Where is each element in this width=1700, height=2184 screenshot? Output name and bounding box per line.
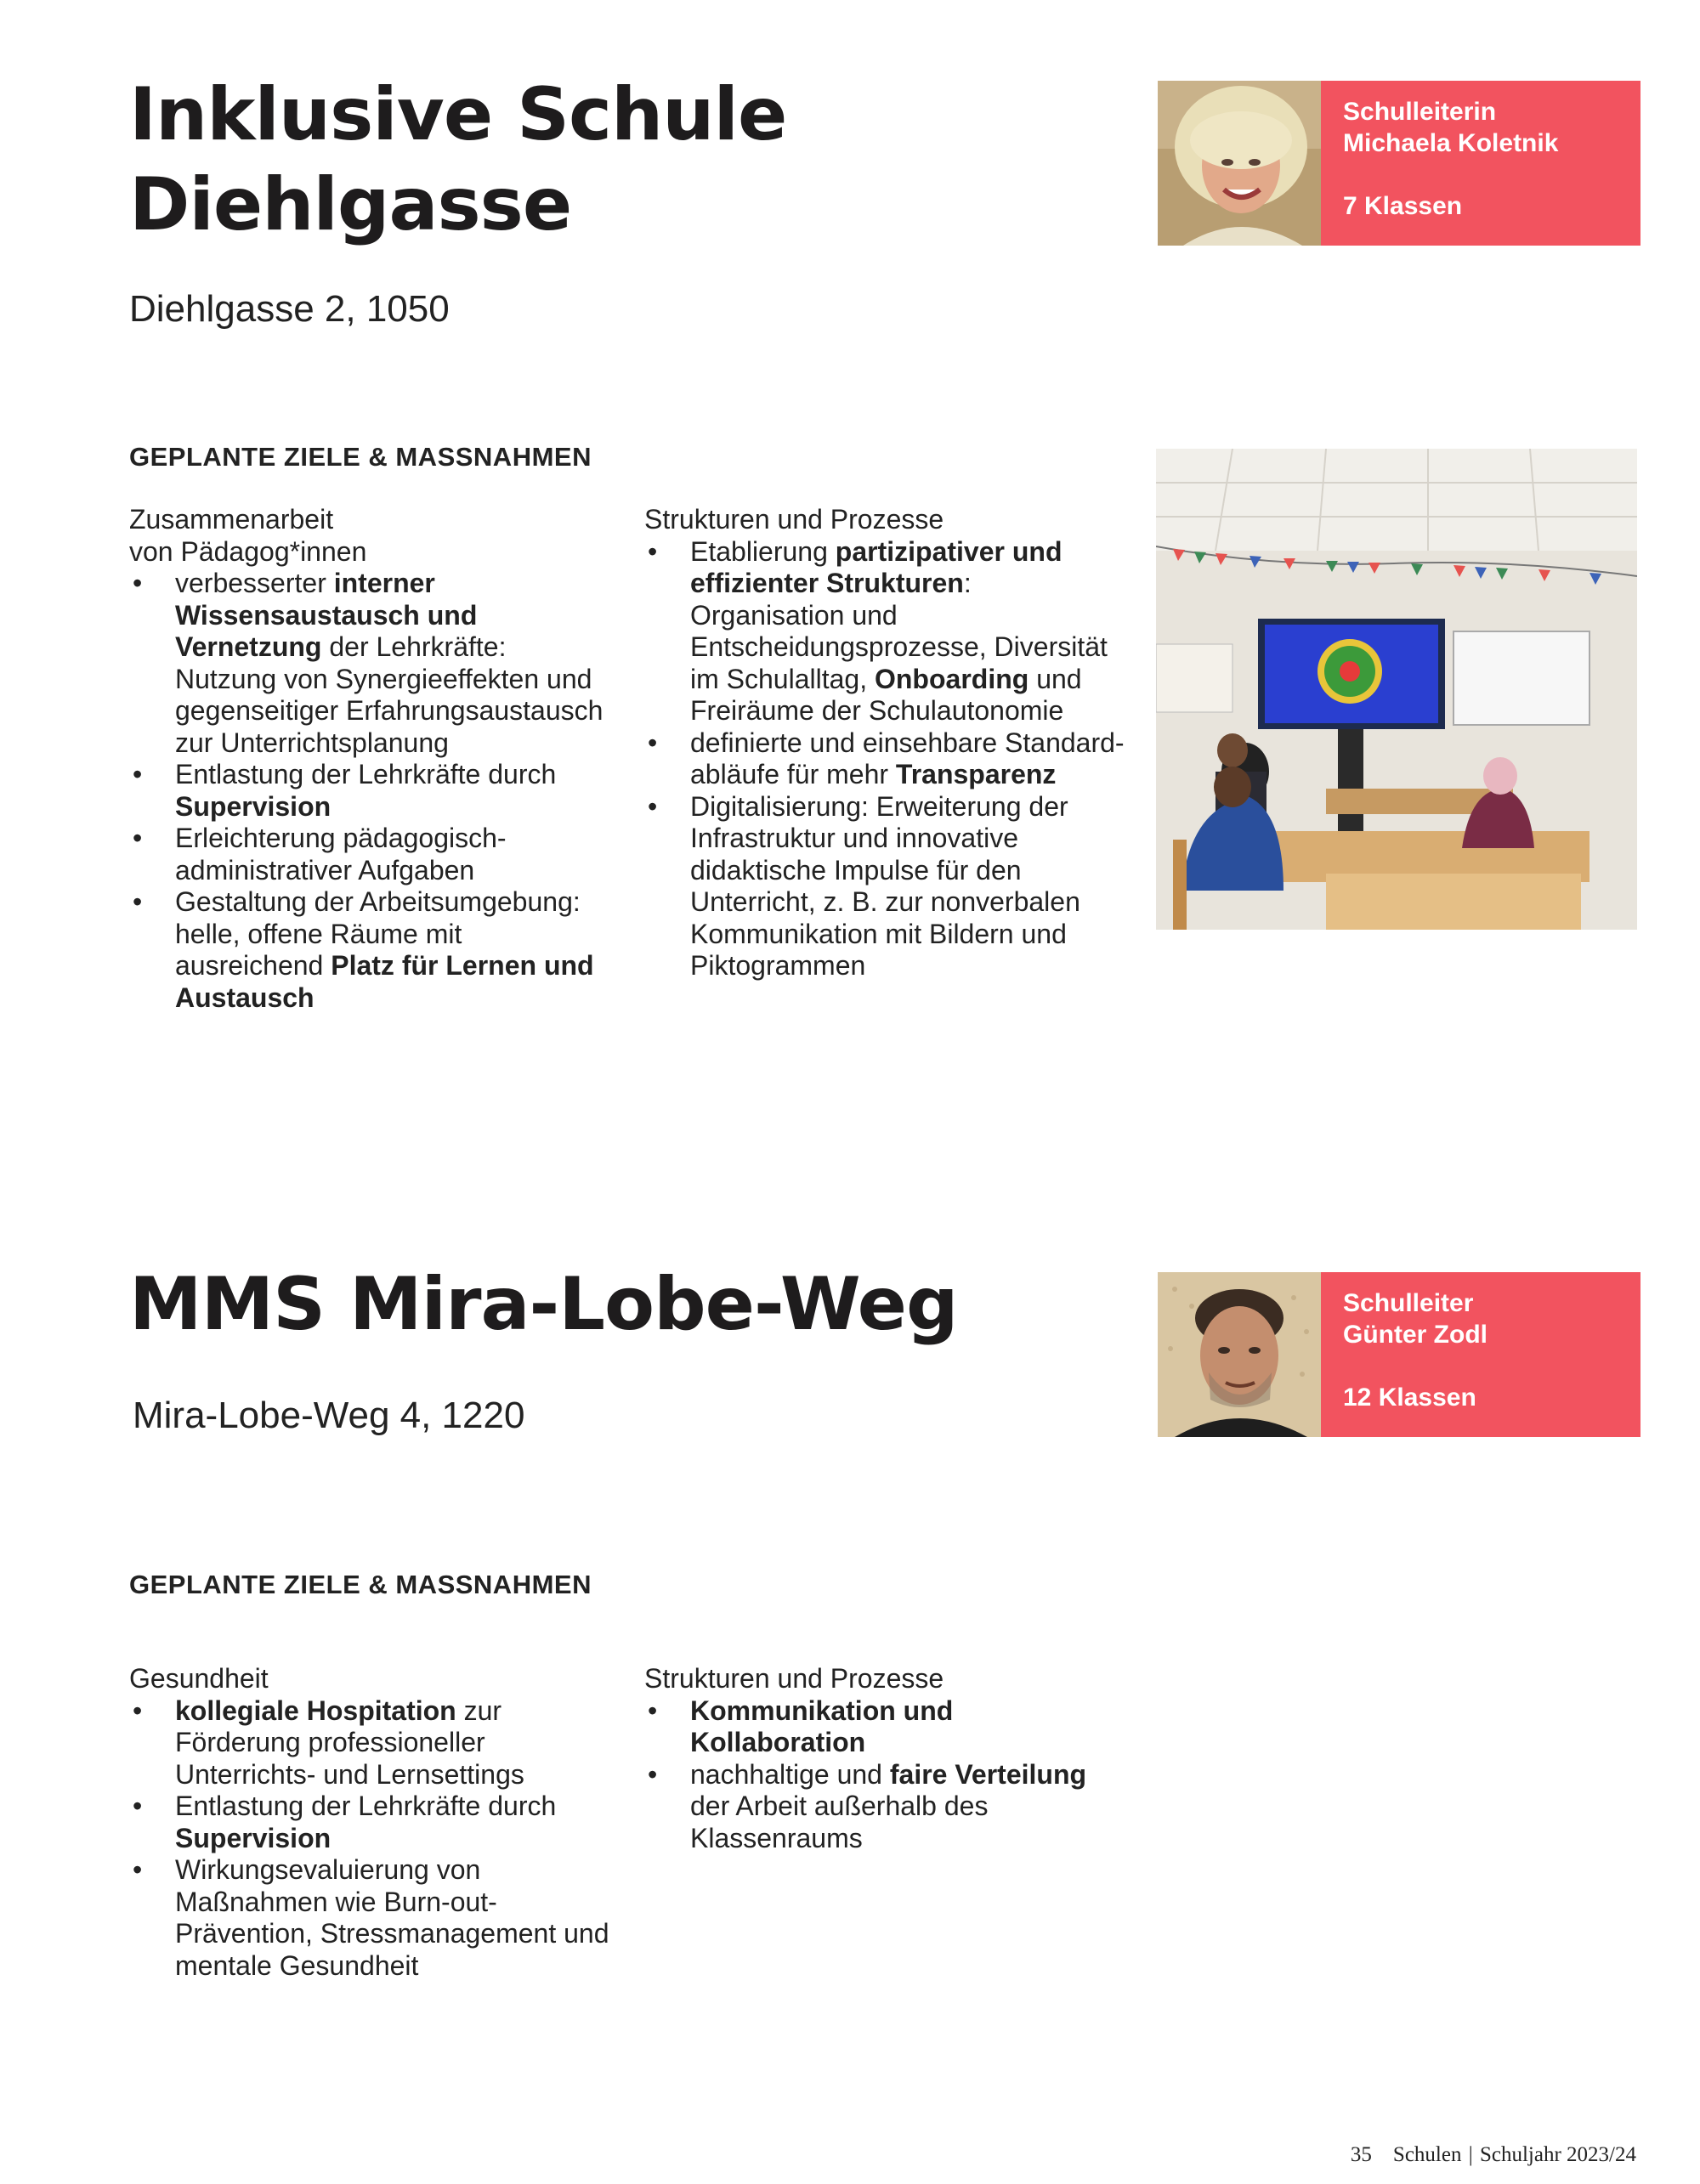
portrait-man-image bbox=[1158, 1272, 1321, 1437]
portrait-woman-image bbox=[1158, 81, 1321, 246]
school-2-head-name: Günter Zodl bbox=[1343, 1321, 1488, 1349]
list-item bbox=[129, 1854, 614, 1982]
school-1-left-column bbox=[129, 504, 614, 1014]
list-item-bold-text: Onboarding bbox=[874, 663, 1029, 694]
bullet-icon: • bbox=[133, 1854, 143, 1885]
list-item-text: der Arbeit außerhalb des Klassenraums bbox=[690, 1791, 989, 1853]
school-1-title-line-2: Diehlgasse bbox=[129, 162, 572, 247]
school-1-classroom-photo bbox=[1156, 449, 1637, 930]
list-item-bold-text: Kommunikation und Kollaboration bbox=[690, 1695, 954, 1757]
list-item-text: verbesserter bbox=[175, 568, 334, 598]
bullet-icon: • bbox=[133, 759, 143, 789]
column-title bbox=[644, 504, 1133, 536]
bullet-list bbox=[129, 1695, 614, 1983]
classroom-image bbox=[1156, 449, 1637, 930]
school-2-left-column bbox=[129, 1663, 614, 1982]
bullet-icon: • bbox=[648, 535, 658, 567]
school-2-address: Mira-Lobe-Weg 4, 1220 bbox=[133, 1395, 525, 1436]
list-item bbox=[129, 823, 614, 886]
bullet-icon: • bbox=[133, 823, 143, 853]
school-2-title-line-1: MMS Mira-Lobe-Weg bbox=[129, 1262, 958, 1347]
column-title bbox=[129, 504, 614, 568]
school-2-head-portrait bbox=[1158, 1272, 1321, 1437]
bullet-icon: • bbox=[133, 886, 143, 917]
bullet-icon: • bbox=[648, 1695, 658, 1726]
footer-section: Schulen bbox=[1392, 2143, 1462, 2166]
column-title-line: Strukturen und Prozesse bbox=[644, 504, 944, 535]
list-item bbox=[644, 536, 1133, 727]
school-1-address: Diehlgasse 2, 1050 bbox=[129, 288, 450, 330]
list-item bbox=[644, 727, 1133, 791]
school-1-section-heading: GEPLANTE ZIELE & MASSNAHMEN bbox=[129, 442, 592, 472]
school-1-classes: 7 Klassen bbox=[1343, 192, 1463, 220]
list-item-bold-text: Supervision bbox=[175, 790, 332, 822]
list-item bbox=[129, 1695, 614, 1791]
list-item-bold-text: Platz für Lernen und Austausch bbox=[175, 950, 594, 1013]
footer-year: Schuljahr 2023/24 bbox=[1479, 2143, 1636, 2166]
school-1-title-line-1: Inklusive Schule bbox=[129, 72, 787, 157]
list-item bbox=[644, 791, 1133, 982]
list-item bbox=[129, 568, 614, 759]
school-2-right-column bbox=[644, 1663, 1133, 1854]
list-item bbox=[129, 759, 614, 823]
column-title-line: von Pädagog*innen bbox=[129, 535, 367, 567]
column-title bbox=[644, 1663, 1133, 1695]
column-title-line: Zusammenarbeit bbox=[129, 504, 334, 535]
list-item bbox=[644, 1759, 1133, 1855]
bullet-icon: • bbox=[133, 1695, 143, 1726]
list-item-bold-text: Transparenz bbox=[895, 759, 1057, 789]
school-1-right-column bbox=[644, 504, 1133, 982]
school-1-title bbox=[129, 70, 786, 250]
school-2-section-heading: GEPLANTE ZIELE & MASSNAHMEN bbox=[129, 1570, 592, 1599]
list-item-bold-text: interner Wissensaustausch und Vernetzung bbox=[175, 568, 478, 662]
bullet-icon: • bbox=[133, 568, 143, 598]
school-2-classes: 12 Klassen bbox=[1343, 1383, 1476, 1412]
list-item-text: nachhaltige und bbox=[690, 1758, 890, 1790]
school-2-head-role: Schulleiter bbox=[1343, 1289, 1474, 1317]
list-item-bold-text: Supervision bbox=[175, 1822, 332, 1853]
list-item-text: zur Förderung professioneller Unterrichts- und Lernsettings bbox=[175, 1695, 524, 1790]
list-item-text: : Organisation und Entscheidungsprozesse, Diversität im Schulalltag, bbox=[690, 568, 1108, 694]
bullet-icon: • bbox=[133, 1791, 143, 1821]
list-item-text: definierte und einsehbare Standard-abläufe für mehr bbox=[690, 727, 1125, 789]
bullet-list bbox=[129, 568, 614, 1014]
school-2-title bbox=[129, 1259, 958, 1349]
page-footer bbox=[1351, 2143, 1636, 2167]
bullet-icon: • bbox=[648, 1758, 658, 1790]
list-item-text: Etablierung bbox=[690, 535, 836, 567]
school-1-head-portrait bbox=[1158, 81, 1321, 246]
list-item-text: Gestaltung der Arbeitsumgebung: helle, offene Räume mit ausreichend bbox=[175, 886, 581, 981]
list-item-bold-text: partizipativer und effizienter Strukturen bbox=[690, 535, 1062, 598]
bullet-list bbox=[644, 536, 1133, 982]
column-title-line: Gesundheit bbox=[129, 1663, 269, 1694]
footer-separator: | bbox=[1468, 2143, 1473, 2166]
list-item-text: Entlastung der Lehrkräfte durch bbox=[175, 759, 557, 789]
list-item bbox=[129, 1791, 614, 1854]
list-item-bold-text: kollegiale Hospitation bbox=[175, 1695, 456, 1726]
bullet-icon: • bbox=[648, 790, 658, 822]
list-item-bold-text: faire Verteilung bbox=[889, 1758, 1087, 1790]
column-title bbox=[129, 1663, 614, 1695]
list-item-text: Entlastung der Lehrkräfte durch bbox=[175, 1791, 557, 1821]
footer-page-number: 35 bbox=[1350, 2143, 1372, 2166]
list-item-text: Erleichterung pädagogisch-administrativer Aufgaben bbox=[175, 823, 507, 885]
school-1-head-name: Michaela Koletnik bbox=[1343, 129, 1559, 157]
school-2-info-box bbox=[1321, 1272, 1640, 1437]
list-item-text: Wirkungsevaluierung von Maßnahmen wie Burn-out-Prävention, Stressmanagement und mentale Gesundheit bbox=[175, 1854, 609, 1981]
bullet-list bbox=[644, 1695, 1133, 1855]
list-item bbox=[644, 1695, 1133, 1759]
list-item-text: Digitalisierung: Erweiterung der Infrastruktur und innovative didaktische Impulse für den Unterricht, z. B. zur nonverbalen Kommunikation mit Bildern und Piktogrammen bbox=[690, 790, 1080, 981]
school-1-info-box bbox=[1321, 81, 1640, 246]
column-title-line: Strukturen und Prozesse bbox=[644, 1663, 944, 1694]
list-item-text: der Lehrkräfte: Nutzung von Synergieeffekten und gegenseitiger Erfahrungsaustausch zur Unterrichtsplanung bbox=[175, 631, 604, 758]
list-item-text: und Freiräume der Schulautonomie bbox=[690, 663, 1082, 726]
list-item bbox=[129, 886, 614, 1014]
school-1-head-role: Schulleiterin bbox=[1343, 98, 1497, 126]
bullet-icon: • bbox=[648, 727, 658, 758]
